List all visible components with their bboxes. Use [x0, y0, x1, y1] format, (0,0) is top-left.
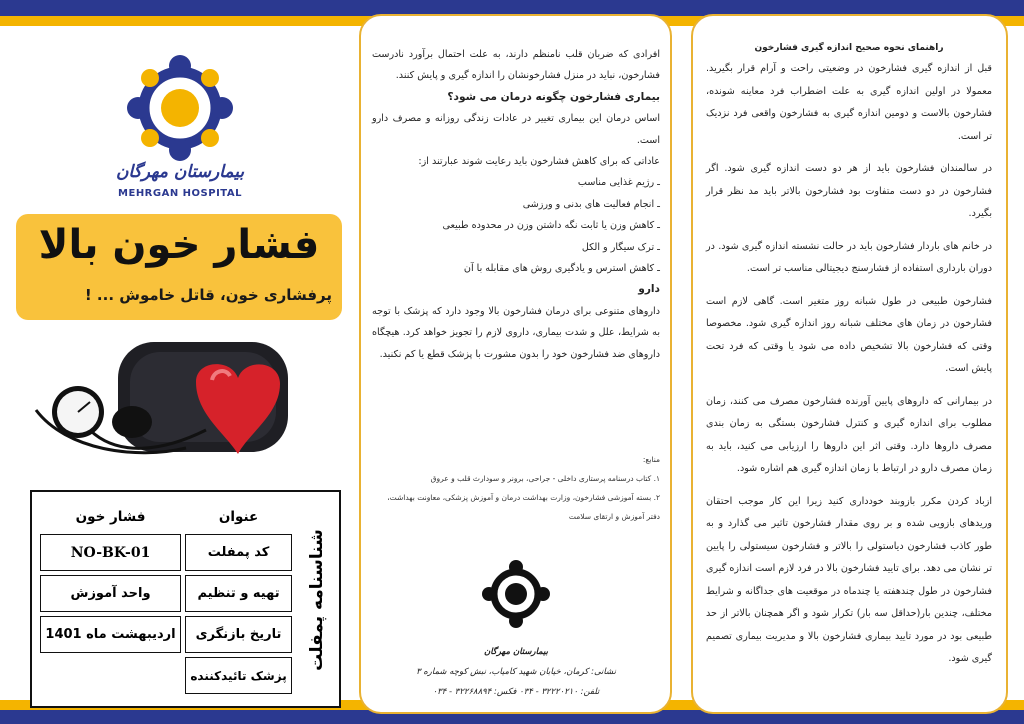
right-text: [706, 38, 992, 671]
id-card-grid: [36, 500, 296, 702]
sources-title: منابع:: [642, 455, 660, 464]
paragraph-gap: [706, 381, 992, 391]
logo-caption: بیمارستان مهرگان: [483, 647, 549, 657]
id-label-code: کد پمفلت: [185, 534, 292, 571]
phone-fax-text: تلفن: ۳۲۲۲۰۲۱۰ - ۰۳۴ فکس: ۳۲۲۶۸۸۹۴ - ۰۳۴: [432, 687, 600, 697]
hospital-logo-icon: [110, 52, 250, 170]
guide-paragraph: در خانم های باردار فشارخون باید در حالت نشسته اندازه گیری شود. در دوران بارداری استفاده از فشارسنج دیجیتالی مناسب تر است.: [706, 240, 992, 274]
id-value-code: NO-BK-01: [40, 534, 181, 571]
paragraph-habits-intro: عاداتی که برای کاهش فشارخون باید رعایت شوند عبارتند از:: [418, 156, 660, 168]
list-item: ـ رژیم غذایی مناسب: [577, 177, 660, 189]
id-label-review-date: تاریخ بازنگری: [185, 616, 292, 653]
measurement-guide-heading: راهنمای نحوه صحیح اندازه گیری فشارخون: [754, 43, 944, 53]
list-item: ـ انجام فعالیت های بدنی و ورزشی: [522, 198, 660, 210]
id-card-table: [36, 500, 296, 698]
paragraph-gap: [706, 148, 992, 158]
id-value-prepared-by: واحد آموزش: [40, 575, 181, 612]
guide-paragraph: در بیمارانی که داروهای پایین آورنده فشارخون مصرف می کنند، زمان مطلوب برای اندازه گیری و کنترل فشارخون بستگی به زمان بندی مصرف داروها دارد. وقتی اثر این داروها را ارزیابی می کنید، باید به زمان مصرف دارو در ارتباط با زمان اندازه گیری هم اشاره شود.: [706, 395, 992, 474]
middle-text: [372, 44, 660, 365]
guide-paragraph: قبل از اندازه گیری فشارخون در وضعیتی راحت و آرام قرار بگیرید. معمولا در اولین اندازه گیری به علت اضطراب فرد معاینه شونده، فشارخون بالاست و دومین اندازه گیری به فشارخون واقعی فرد نزدیک تر است.: [706, 63, 992, 142]
paragraph-medication: داروهای متنوعی برای درمان فشارخون بالا وجود دارد که پزشک با توجه به شرایط، علل و شدت بیماری، داروی لازم را تجویز خواهد کرد. هیچگاه داروهای ضد فشارخون خود را بدون مشورت با پزشک قطع یا کم نکنید.: [372, 305, 660, 360]
guide-paragraph: فشارخون طبیعی در طول شبانه روز متغیر است. گاهی لازم است فشارخون در زمان های مختلف شبانه روز اندازه گیری شود. مخصوصا وقتی که فشارخون بالا تشخیص داده می شود یا وقتی که فرد تحت پایش است.: [706, 295, 992, 374]
paragraph-gap: [706, 481, 992, 491]
list-item: ـ کاهش استرس و یادگیری روش های مقابله با آن: [463, 263, 660, 275]
logo-english-name: MEHRGAN HOSPITAL: [118, 188, 242, 199]
guide-paragraph: ازباد کردن مکرر بازوبند خودداری کنید زیرا این کار موجب احتقان وریدهای بازویی شده و بر روی مقدار فشارخون تاثیر می گذارد و به طور کاذب فشارخون دیاستولی را بالاتر و فشارخون سیستولی را پایین تر نشان می دهد. برای تایید فشارخون بالا در فرد لازم است اندازه گیری فشارخون در طول چندهفته یا چندماه در موقعیت های جداگانه و شرایط مختلف، چندین بار(حداقل سه بار) تکرار شود و اگر همچنان بالاتر از حد طبیعی بود در مورد تایید بیماری فشارخون بالا و مدیریت بیماری تصمیم گیری شود.: [706, 495, 992, 664]
id-label-approving-doctor: پزشک تائیدکننده: [185, 657, 292, 694]
brochure-subtitle: پرفشاری خون، قاتل خاموش ... !: [84, 286, 332, 304]
id-card-vertical-title: شناسنامه پمفلت: [307, 529, 327, 671]
id-value-review-date: اردیبهشت ماه 1401: [40, 616, 181, 653]
address-text: نشانی: کرمان، خیابان شهید کامیاب، نبش کوچه شماره ۳: [416, 667, 616, 677]
brochure-title: فشار خون بالا: [38, 222, 320, 268]
paragraph-gap: [706, 226, 992, 236]
source-item: ۱. کتاب درسنامه پرستاری داخلی - جراحی، برونر و سودارث قلب و عروق: [430, 474, 660, 483]
guide-paragraph: در سالمندان فشارخون باید از هر دو دست اندازه گیری شود. اگر فشارخون در دو دست متفاوت بود فشارخون بالاتر باید مد نظر قرار بگیرد.: [706, 163, 992, 219]
heart-and-blood-pressure-cuff-image: [26, 330, 296, 470]
id-value-approving-doctor: [40, 657, 181, 694]
paragraph-irregular-heartbeat: افرادی که ضربان قلب نامنظم دارند، به علت احتمال برآورد نادرست فشارخون، نباید در منزل فشارخونشان را اندازه گیری و پایش کنند.: [372, 49, 660, 82]
sources-block: [372, 450, 660, 526]
id-value-title: فشار خون: [75, 509, 146, 525]
id-card-vertical-title-wrap: [300, 500, 334, 700]
heading-medication: دارو: [638, 283, 660, 296]
heading-treatment: بیماری فشارخون چگونه درمان می شود؟: [447, 90, 660, 103]
logo-persian-name: بیمارستان مهرگان: [115, 162, 245, 182]
id-label-title: عنوان: [218, 509, 259, 525]
source-item: ۲. بسته آموزشی فشارخون، وزارت بهداشت درمان و آموزش پزشکی، معاونت بهداشت، دفتر آموزش و ارتقای سلامت: [387, 493, 660, 521]
contact-block: [372, 642, 660, 702]
id-label-prepared-by: تهیه و تنظیم: [185, 575, 292, 612]
list-item: ـ کاهش وزن یا ثابت نگه داشتن وزن در محدوده طبیعی: [442, 220, 660, 232]
paragraph-treatment-basis: اساس درمان این بیماری تغییر در عادات زندگی روزانه و مصرف دارو است.: [372, 113, 660, 146]
list-item: ـ ترک سیگار و الکل: [581, 241, 660, 253]
paragraph-gap: [706, 281, 992, 291]
small-hospital-logo-icon: [471, 558, 561, 644]
